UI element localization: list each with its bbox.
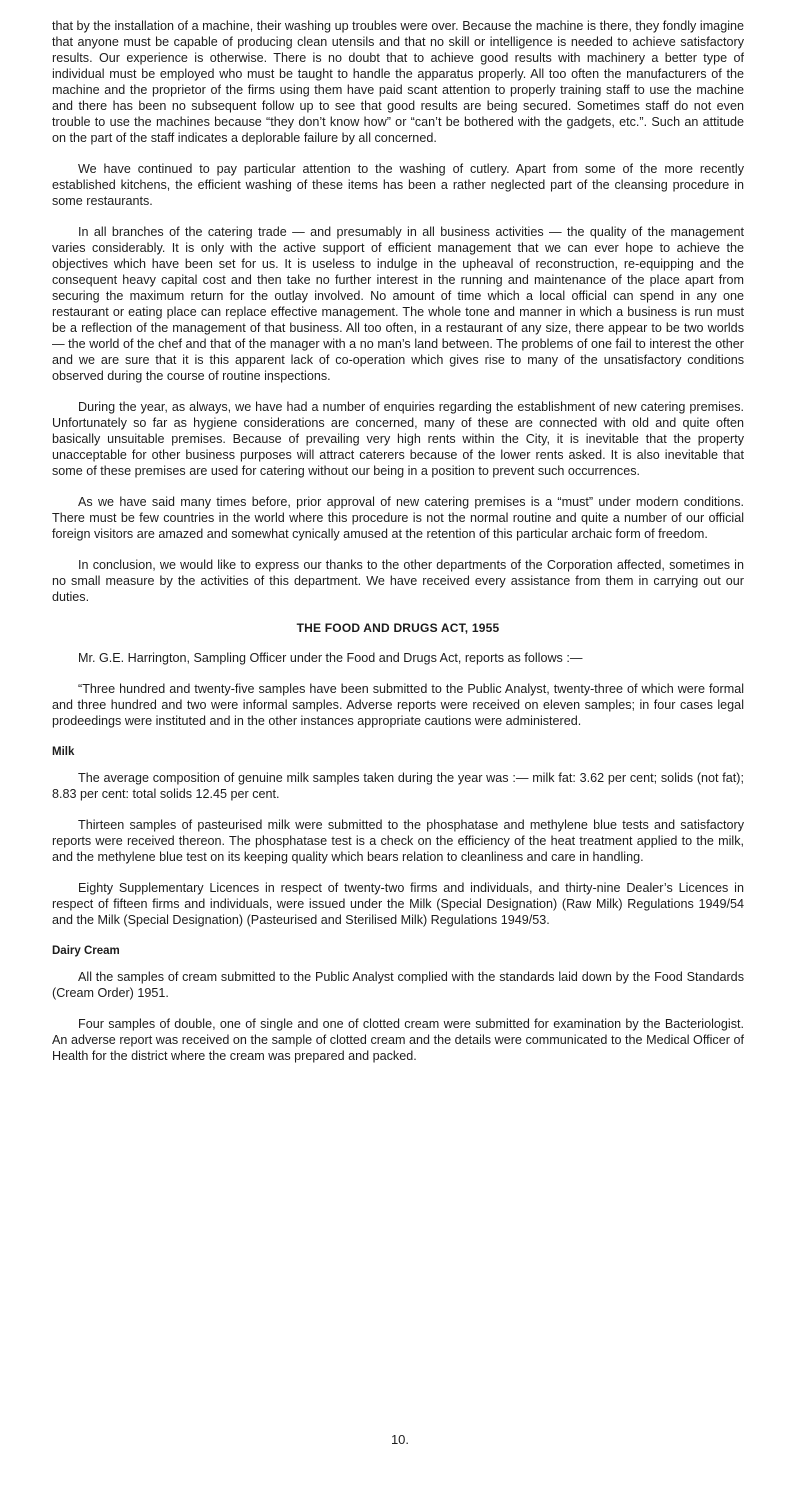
body-paragraph: In conclusion, we would like to express our thanks to the other departments of the Corporation affected, sometimes in no small measure by the activities of this department. We have received every assistance from them in carrying out our duties. [52, 558, 744, 604]
body-paragraph: As we have said many times before, prior approval of new catering premises is a “must” under modern conditions. There must be few countries in the world where this procedure is not the normal routine and quite a number of our official foreign visitors are amazed and somewhat cynically amused at the retention of this particular archaic form of freedom. [52, 495, 744, 541]
subheading-dairy-cream: Dairy Cream [52, 945, 120, 957]
body-paragraph: All the samples of cream submitted to the Public Analyst complied with the standards laid down by the Food Standards (Cream Order) 1951. [52, 970, 744, 1000]
body-paragraph: Eighty Supplementary Licences in respect of twenty-two firms and individuals, and thirty-nine Dealer’s Licences in respect of fifteen firms and individuals, were issued under the Milk (Special Designation) (Raw Milk) Regulations 1949/54 and the Milk (Special Designation) (Pasteurised and Sterilised Milk) Regulations 1949/53. [52, 881, 744, 927]
document-page [52, 18, 744, 1079]
body-paragraph: Four samples of double, one of single and one of clotted cream were submitted for examination by the Bacteriologist. An adverse report was received on the sample of clotted cream and the details were communicated to the Medical Officer of Health for the district where the cream was prepared and packed. [52, 1017, 744, 1063]
body-paragraph: Thirteen samples of pasteurised milk were submitted to the phosphatase and methylene blue tests and satisfactory reports were received thereon. The phosphatase test is a check on the efficiency of the heat treatment applied to the milk, and the methylene blue test on its keeping quality which bears relation to cleanliness and care in handling. [52, 818, 744, 864]
section-heading-food-drugs-act: THE FOOD AND DRUGS ACT, 1955 [296, 621, 500, 635]
body-paragraph: that by the installation of a machine, their washing up troubles were over. Because the machine is there, they fondly imagine that anyone must be capable of producing clean utensils and that no skill or intelligence is needed to achieve satisfactory results. Our experience is otherwise. There is no doubt that to achieve good results with machinery a better type of individual must be employed who must be taught to handle the apparatus properly. All too often the manufacturers of the machine and the proprietor of the firms using them have paid scant attention to properly training staff to use the machine and there has been no subsequent follow up to see that good results are being secured. Sometimes staff do not even trouble to use the machines because “they don’t know how” or “can’t be bothered with the gadgets, etc.”. Such an attitude on the part of the staff indicates a deplorable failure by all concerned. [52, 19, 744, 145]
body-paragraph: We have continued to pay particular attention to the washing of cutlery. Apart from some of the more recently established kitchens, the efficient washing of these items has been a rather neglected part of the cleansing procedure in some restaurants. [52, 162, 744, 208]
page-number: 10. [390, 1432, 410, 1447]
body-paragraph: Mr. G.E. Harrington, Sampling Officer under the Food and Drugs Act, reports as follows :— [78, 651, 583, 665]
body-paragraph: The average composition of genuine milk samples taken during the year was :— milk fat: 3.62 per cent; solids (not fat); 8.83 per cent: total solids 12.45 per cent. [52, 771, 744, 801]
body-paragraph: During the year, as always, we have had a number of enquiries regarding the establishment of new catering premises. Unfortunately so far as hygiene considerations are concerned, many of these are connected with old and quite often basically unsuitable premises. Because of prevailing very high rents within the City, it is inevitable that the property unacceptable for other business purposes will attract caterers because of the lower rents asked. It is also inevitable that some of these premises are used for catering without our being in a position to prevent such occurrences. [52, 400, 744, 478]
body-paragraph: “Three hundred and twenty-five samples have been submitted to the Public Analyst, twenty-three of which were formal and three hundred and two were informal samples. Adverse reports were received on eleven samples; in four cases legal prodeedings were instituted and in the other instances appropriate cautions were administered. [52, 682, 744, 728]
subheading-milk: Milk [52, 746, 75, 758]
body-paragraph: In all branches of the catering trade — and presumably in all business activities — the quality of the management varies considerably. It is only with the active support of efficient management that we can ever hope to achieve the objectives which have been set for us. It is useless to indulge in the upheaval of reconstruction, re-equipping and the consequent heavy capital cost and then take no further interest in the running and maintenance of the place apart from securing the maximum return for the outlay involved. No amount of time which a local official can spend in any one restaurant or eating place can replace effective management. The whole tone and manner in which a business is run must be a reflection of the management of that business. All too often, in a restaurant of any size, there appear to be two worlds — the world of the chef and that of the manager with a no man’s land between. The problems of one fail to interest the other and we are sure that it is this apparent lack of co-operation which gives rise to many of the unsatisfactory conditions observed during the course of routine inspections. [52, 225, 744, 383]
